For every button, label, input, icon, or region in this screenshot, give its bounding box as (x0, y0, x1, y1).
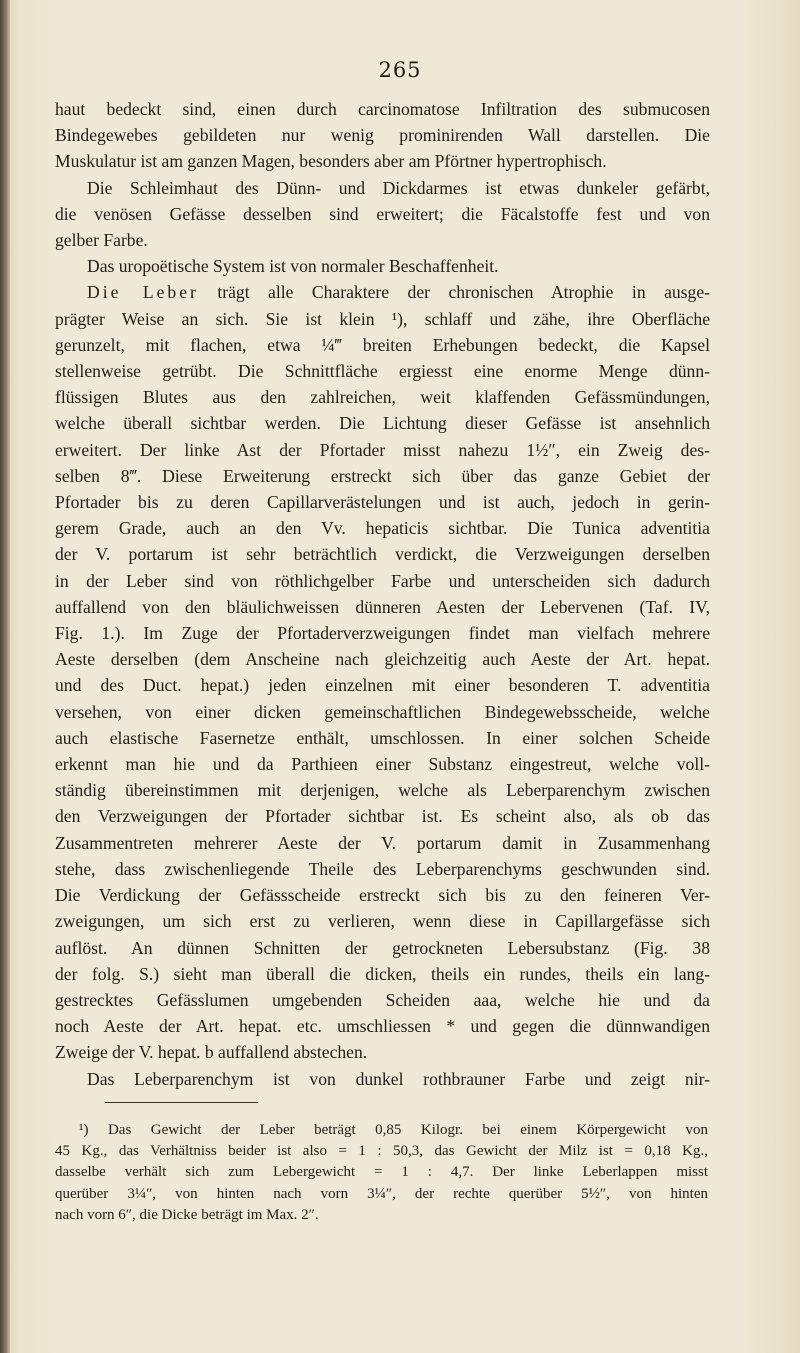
text-line: Das uropoëtische System ist von normaler Beschaffenheit. (87, 256, 499, 277)
text-line: noch Aeste der Art. hepat. etc. umschliessen * und gegen die dünnwandigen (55, 1016, 710, 1037)
text-line: Bindegewebes gebildeten nur wenig prominirenden Wall darstellen. Die (55, 125, 710, 146)
text-line: Zusammentreten mehrerer Aeste der V. portarum damit in Zusammenhang (55, 832, 710, 853)
text-line: auch elastische Fasernetze enthält, umschlossen. In einer solchen Scheide (55, 727, 710, 748)
book-binding-edge (0, 0, 10, 1353)
paragraph-parenchyma (55, 1066, 710, 1092)
paragraph-intestine (55, 175, 710, 254)
text-line: erweitert. Der linke Ast der Pfortader misst nahezu 1½″, ein Zweig des- (55, 439, 710, 460)
text-line: Zweige der V. hepat. b auffallend abstechen. (55, 1042, 368, 1063)
paragraph-stomach (55, 96, 710, 175)
text-line: Die Schleimhaut des Dünn- und Dickdarmes ist etwas dunkeler gefärbt, (87, 177, 710, 198)
text-line: selben 8‴. Diese Erweiterung erstreckt sich über das ganze Gebiet der (55, 465, 710, 486)
text-line: stellenweise getrübt. Die Schnittfläche ergiesst eine enorme Menge dünn- (55, 361, 710, 382)
footnote-line: 45 Kg., das Verhältniss beider ist also = 1 : 50,3, das Gewicht der Milz ist = 0,18 Kg., (55, 1143, 708, 1160)
text-line: der V. portarum ist sehr beträchtlich verdickt, die Verzweigungen derselben (55, 544, 710, 565)
footnote-line: nach vorn 6″, die Dicke beträgt im Max. 2″. (55, 1206, 319, 1223)
text-line: prägter Weise an sich. Sie ist klein ¹), schlaff und zähe, ihre Oberfläche (55, 308, 710, 329)
text-line: gerem Grade, auch an den Vv. hepaticis sichtbar. Die Tunica adventitia (55, 518, 710, 539)
paragraph-liver (55, 279, 710, 1065)
text-line: haut bedeckt sind, einen durch carcinomatose Infiltration des submucosen (55, 99, 710, 119)
text-line: in der Leber sind von röthlichgelber Farbe und unterscheiden sich dadurch (55, 570, 710, 591)
text-line-rest: trägt alle Charaktere der chronischen Atrophie in ausge- (198, 282, 710, 303)
text-line: und des Duct. hepat.) jeden einzelnen mit einer besonderen T. adventitia (55, 675, 710, 696)
footnote-divider (105, 1102, 258, 1103)
text-line: Pfortader bis zu deren Capillarverästelungen und ist auch, jedoch in gerin- (55, 492, 710, 513)
footnote-line: ¹) Das Gewicht der Leber beträgt 0,85 Kilogr. bei einem Körpergewicht von (79, 1122, 708, 1138)
paragraph-urinary (55, 253, 710, 279)
text-line: flüssigen Blutes aus den zahlreichen, weit klaffenden Gefässmündungen, (55, 387, 710, 408)
text-line: Fig. 1.). Im Zuge der Pfortaderverzweigungen findet man vielfach mehrere (55, 623, 710, 644)
page-number: 265 (378, 58, 422, 82)
text-line: den Verzweigungen der Pfortader sichtbar ist. Es scheint also, als ob das (55, 806, 710, 827)
text-line: auflöst. An dünnen Schnitten der getrockneten Lebersubstanz (Fig. 38 (55, 937, 710, 958)
text-line: versehen, von einer dicken gemeinschaftlichen Bindegewebsscheide, welche (55, 701, 710, 722)
spaced-heading-word: Die Leber (87, 282, 199, 303)
text-line: gestrecktes Gefässlumen umgebenden Scheiden aaa, welche hie und da (55, 989, 710, 1010)
text-line: auffallend von den bläulichweissen dünneren Aesten der Lebervenen (Taf. IV, (55, 596, 710, 617)
text-line (55, 279, 710, 305)
text-line: Das Leberparenchym ist von dunkel rothbrauner Farbe und zeigt nir- (87, 1068, 710, 1089)
text-line: der folg. S.) sieht man überall die dicken, theils ein rundes, theils ein lang- (55, 963, 710, 984)
footnote-line: dasselbe verhält sich zum Lebergewicht = 1 : 4,7. Der linke Leberlappen misst (55, 1164, 708, 1181)
text-line: zweigungen, um sich erst zu verlieren, wenn diese in Capillargefässe sich (55, 911, 710, 932)
text-line: gelber Farbe. (55, 230, 148, 251)
text-line: stehe, dass zwischenliegende Theile des Leberparenchyms geschwunden sind. (55, 858, 710, 879)
footnote-line: querüber 3¼″, von hinten nach vorn 3¼″, der rechte querüber 5½″, von hinten (55, 1185, 708, 1202)
text-line: welche überall sichtbar werden. Die Lichtung dieser Gefässe ist ansehnlich (55, 413, 710, 434)
text-line: Muskulatur ist am ganzen Magen, besonders aber am Pförtner hypertrophisch. (55, 151, 607, 172)
text-line: Aeste derselben (dem Anscheine nach gleichzeitig auch Aeste der Art. hepat. (55, 649, 710, 670)
main-text (55, 96, 710, 1092)
footnote (55, 1120, 708, 1226)
text-line: die venösen Gefässe desselben sind erweitert; die Fäcalstoffe fest und von (55, 203, 710, 224)
text-line: ständig übereinstimmen mit derjenigen, welche als Leberparenchym zwischen (55, 780, 710, 801)
text-line: erkennt man hie und da Parthieen einer Substanz eingestreut, welche voll- (55, 754, 710, 775)
text-line: gerunzelt, mit flachen, etwa ¼‴ breiten Erhebungen bedeckt, die Kapsel (55, 334, 710, 355)
text-line: Die Verdickung der Gefässscheide erstreckt sich bis zu den feineren Ver- (55, 885, 710, 906)
